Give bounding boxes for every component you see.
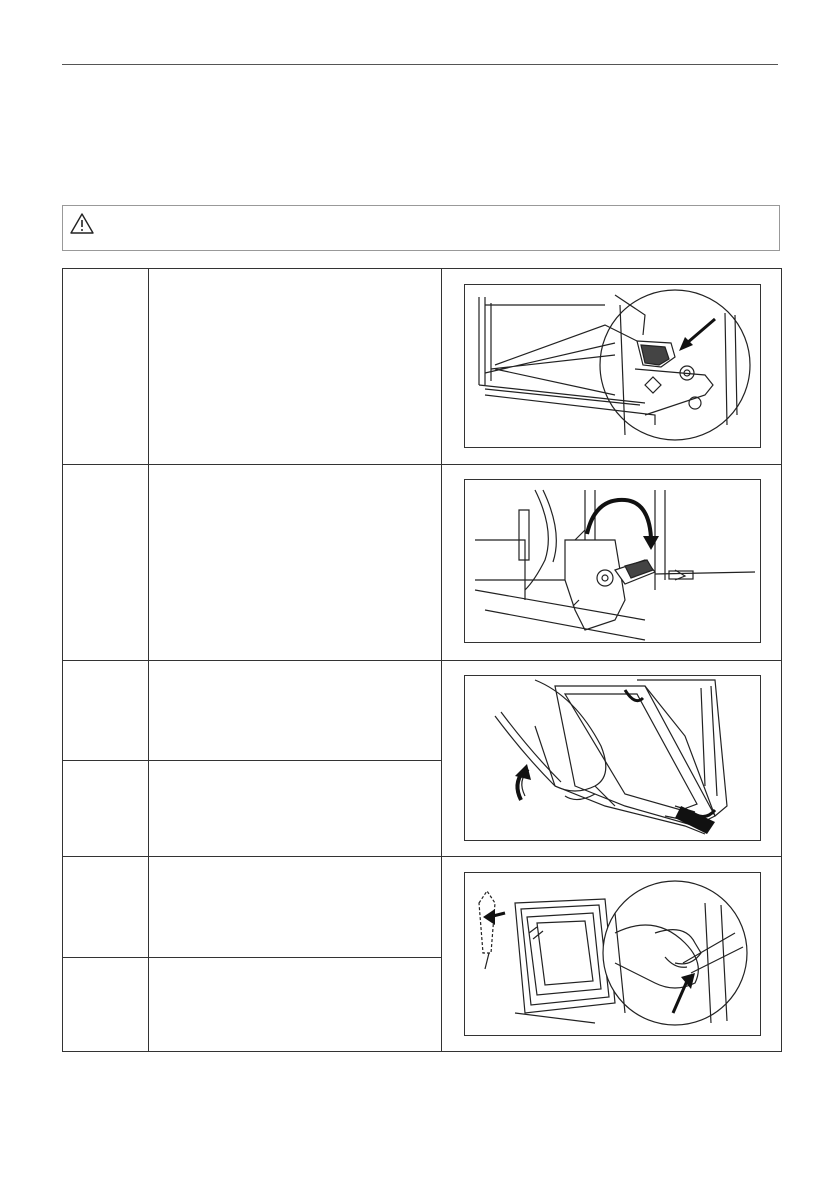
hinge-lever-press-illustration [464, 284, 761, 448]
row-divider [63, 856, 781, 857]
warning-triangle-icon [70, 213, 94, 235]
row-divider-partial [63, 957, 441, 958]
door-lift-illustration [464, 675, 761, 841]
row-divider [63, 660, 781, 661]
header-rule [62, 64, 778, 65]
row-divider-partial [63, 760, 441, 761]
steps-table [62, 268, 782, 1052]
glass-panel-removal-illustration [464, 872, 761, 1036]
warning-box [62, 205, 780, 251]
row-divider [63, 464, 781, 465]
hinge-lever-rotate-illustration [464, 479, 761, 643]
